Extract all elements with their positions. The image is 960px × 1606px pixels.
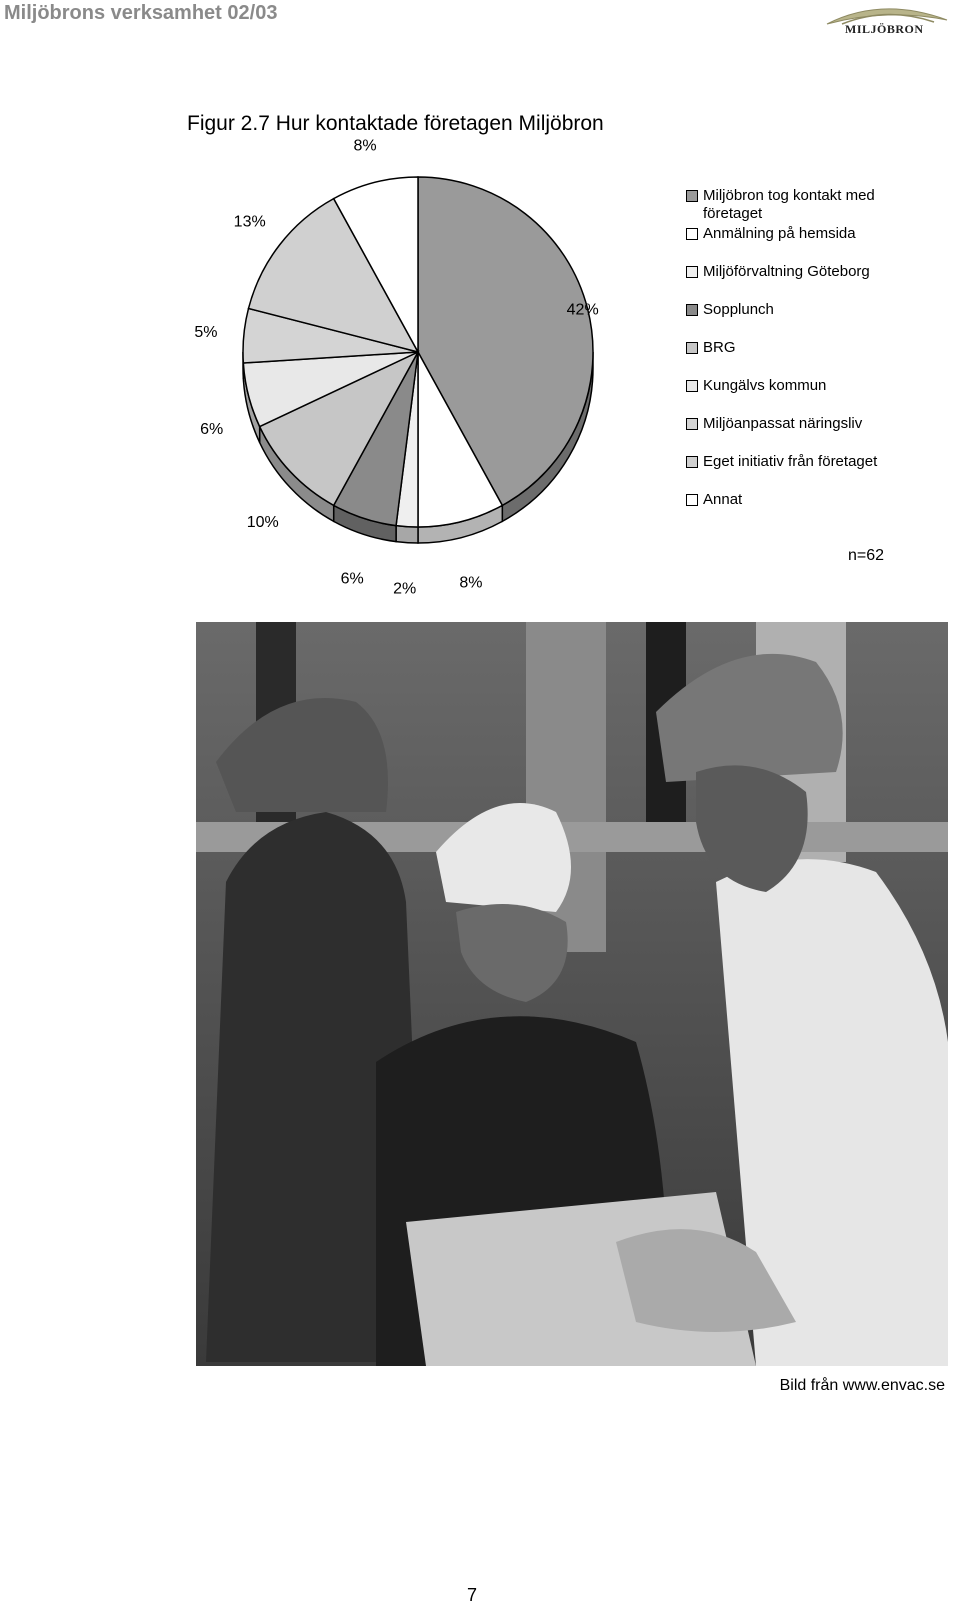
legend-label: Kungälvs kommun — [703, 377, 893, 395]
pie-data-label: 6% — [200, 421, 223, 438]
legend-swatch — [686, 304, 698, 316]
legend-swatch — [686, 266, 698, 278]
pie-data-label: 5% — [194, 324, 217, 341]
legend-item — [686, 377, 893, 395]
legend-swatch — [686, 228, 698, 240]
pie-data-label: 2% — [393, 581, 416, 598]
pie-data-label: 8% — [459, 574, 482, 591]
legend-label: Sopplunch — [703, 301, 893, 319]
legend-swatch — [686, 456, 698, 468]
pie-data-label: 42% — [567, 302, 599, 319]
legend-label: Miljöbron tog kontakt med företaget — [703, 187, 893, 223]
legend-swatch — [686, 342, 698, 354]
legend-item — [686, 225, 893, 243]
page-number: 7 — [467, 1585, 477, 1606]
pie-data-label: 10% — [247, 514, 279, 531]
construction-workers-photo — [196, 622, 948, 1366]
logo-text: MILJÖBRON — [845, 22, 924, 37]
legend-swatch — [686, 418, 698, 430]
document-header-title: Miljöbrons verksamhet 02/03 — [4, 2, 277, 25]
pie-slice-side — [396, 526, 418, 543]
legend-item — [686, 415, 893, 433]
legend-label: Miljöförvaltning Göteborg — [703, 263, 893, 281]
photo-caption: Bild från www.envac.se — [780, 1377, 945, 1395]
sample-size-label: n=62 — [848, 547, 884, 565]
pie-data-label: 13% — [234, 213, 266, 230]
figure-title: Figur 2.7 Hur kontaktade företagen Miljöbron — [187, 112, 604, 136]
legend-label: Miljöanpassat näringsliv — [703, 415, 893, 433]
legend-label: Eget initiativ från företaget — [703, 453, 893, 471]
legend-label: BRG — [703, 339, 893, 357]
legend-item — [686, 339, 893, 357]
legend-swatch — [686, 494, 698, 506]
legend-swatch — [686, 190, 698, 202]
legend-item — [686, 491, 893, 509]
legend-item — [686, 301, 893, 319]
legend-label: Annat — [703, 491, 893, 509]
legend-item — [686, 453, 893, 471]
legend-item — [686, 263, 893, 281]
legend-label: Anmälning på hemsida — [703, 225, 893, 243]
pie-data-label: 8% — [353, 138, 376, 155]
pie-chart — [0, 160, 960, 580]
pie-data-label: 6% — [341, 571, 364, 588]
legend-swatch — [686, 380, 698, 392]
legend-item — [686, 187, 893, 223]
